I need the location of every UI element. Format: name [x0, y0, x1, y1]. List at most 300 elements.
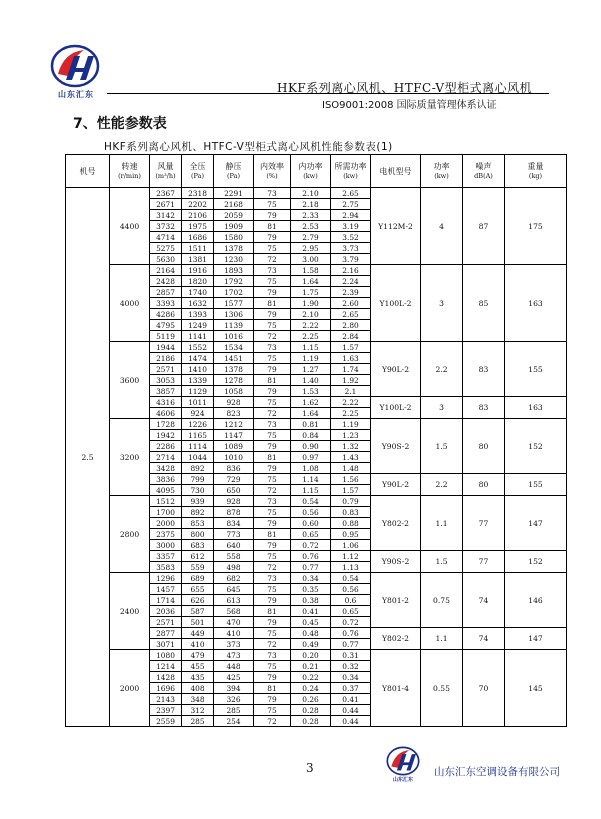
cell-flow: 2571: [150, 617, 182, 628]
cell-power: 0.55: [421, 650, 463, 727]
cell-efficiency: 79: [254, 309, 291, 320]
cell-static-pressure: 1378: [214, 364, 254, 375]
cell-power: 4: [421, 188, 463, 265]
cell-static-pressure: 1058: [214, 386, 254, 397]
footer-logo: [385, 746, 421, 776]
cell-efficiency: 75: [254, 507, 291, 518]
cell-efficiency: 72: [254, 485, 291, 496]
cell-required-power: 0.34: [331, 672, 371, 683]
cell-weight: 147: [505, 628, 567, 650]
cell-internal-power: 0.76: [291, 551, 331, 562]
cell-static-pressure: 568: [214, 606, 254, 617]
cell-required-power: 2.60: [331, 298, 371, 309]
cell-static-pressure: 285: [214, 705, 254, 716]
cell-noise: 80: [463, 419, 505, 474]
cell-required-power: 1.43: [331, 452, 371, 463]
cell-noise: 77: [463, 551, 505, 573]
cell-required-power: 2.65: [331, 188, 371, 199]
cell-total-pressure: 1552: [182, 342, 214, 353]
cell-flow: 2571: [150, 364, 182, 375]
cell-efficiency: 75: [254, 661, 291, 672]
cell-motor-model: Y90S-2: [371, 551, 421, 573]
cell-internal-power: 0.20: [291, 650, 331, 661]
cell-internal-power: 0.54: [291, 496, 331, 507]
cell-internal-power: 0.28: [291, 716, 331, 727]
cell-total-pressure: 435: [182, 672, 214, 683]
cell-efficiency: 79: [254, 617, 291, 628]
cell-total-pressure: 689: [182, 573, 214, 584]
cell-required-power: 0.88: [331, 518, 371, 529]
cell-efficiency: 79: [254, 364, 291, 375]
cell-internal-power: 0.49: [291, 639, 331, 650]
cell-total-pressure: 655: [182, 584, 214, 595]
cell-static-pressure: 834: [214, 518, 254, 529]
cell-flow: 3857: [150, 386, 182, 397]
cell-flow: 2559: [150, 716, 182, 727]
table-row: [66, 265, 567, 276]
cell-flow: 2877: [150, 628, 182, 639]
cell-efficiency: 81: [254, 221, 291, 232]
cell-efficiency: 79: [254, 287, 291, 298]
cell-required-power: 1.13: [331, 562, 371, 573]
cell-flow: 2428: [150, 276, 182, 287]
cell-static-pressure: 928: [214, 496, 254, 507]
cell-required-power: 3.52: [331, 232, 371, 243]
col-internal-power: 内功率 (kw): [291, 155, 331, 188]
cell-required-power: 1.32: [331, 441, 371, 452]
cell-total-pressure: 348: [182, 694, 214, 705]
cell-flow: 4795: [150, 320, 182, 331]
cell-internal-power: 1.27: [291, 364, 331, 375]
cell-total-pressure: 924: [182, 408, 214, 419]
cell-noise: 70: [463, 650, 505, 727]
cell-total-pressure: 2202: [182, 199, 214, 210]
cell-flow: 1696: [150, 683, 182, 694]
cell-flow: 2164: [150, 265, 182, 276]
cell-noise: 87: [463, 188, 505, 265]
cell-efficiency: 73: [254, 573, 291, 584]
cell-flow: 4316: [150, 397, 182, 408]
cell-static-pressure: 373: [214, 639, 254, 650]
cell-static-pressure: 1580: [214, 232, 254, 243]
cell-power: 1.5: [421, 551, 463, 573]
cell-required-power: 3.19: [331, 221, 371, 232]
cell-static-pressure: 558: [214, 551, 254, 562]
col-total-pressure: 全压 (Pa): [182, 155, 214, 188]
cell-total-pressure: 559: [182, 562, 214, 573]
cell-noise: 80: [463, 474, 505, 496]
cell-static-pressure: 682: [214, 573, 254, 584]
cell-efficiency: 75: [254, 199, 291, 210]
cell-power: 3: [421, 397, 463, 419]
cell-flow: 1296: [150, 573, 182, 584]
cell-required-power: 2.94: [331, 210, 371, 221]
cell-required-power: 1.92: [331, 375, 371, 386]
cell-static-pressure: 394: [214, 683, 254, 694]
cell-total-pressure: 410: [182, 639, 214, 650]
cell-static-pressure: 1278: [214, 375, 254, 386]
cell-total-pressure: 853: [182, 518, 214, 529]
cell-total-pressure: 612: [182, 551, 214, 562]
cell-flow: 3142: [150, 210, 182, 221]
cell-required-power: 2.1: [331, 386, 371, 397]
cell-required-power: 0.41: [331, 694, 371, 705]
cell-static-pressure: 773: [214, 529, 254, 540]
cell-efficiency: 79: [254, 210, 291, 221]
page-number: 3: [306, 761, 314, 775]
cell-required-power: 0.31: [331, 650, 371, 661]
cell-internal-power: 0.26: [291, 694, 331, 705]
cell-required-power: 2.75: [331, 199, 371, 210]
cell-static-pressure: 1792: [214, 276, 254, 287]
cell-required-power: 0.37: [331, 683, 371, 694]
cell-total-pressure: 501: [182, 617, 214, 628]
cell-internal-power: 0.48: [291, 628, 331, 639]
cell-efficiency: 81: [254, 375, 291, 386]
cell-flow: 2367: [150, 188, 182, 199]
cell-static-pressure: 1147: [214, 430, 254, 441]
cell-efficiency: 75: [254, 353, 291, 364]
cell-flow: 3071: [150, 639, 182, 650]
cell-static-pressure: 650: [214, 485, 254, 496]
cell-flow: 2036: [150, 606, 182, 617]
cell-internal-power: 1.14: [291, 474, 331, 485]
col-noise: 噪声 dB(A): [463, 155, 505, 188]
cell-total-pressure: 1129: [182, 386, 214, 397]
cell-total-pressure: 1632: [182, 298, 214, 309]
cell-total-pressure: 800: [182, 529, 214, 540]
cell-total-pressure: 730: [182, 485, 214, 496]
cell-required-power: 0.83: [331, 507, 371, 518]
cell-efficiency: 79: [254, 463, 291, 474]
cell-total-pressure: 1820: [182, 276, 214, 287]
cell-efficiency: 73: [254, 188, 291, 199]
cell-static-pressure: 1089: [214, 441, 254, 452]
cell-flow: 2857: [150, 287, 182, 298]
cell-internal-power: 2.22: [291, 320, 331, 331]
logo-text: 山东汇东: [58, 90, 94, 99]
cell-static-pressure: 1212: [214, 419, 254, 430]
cell-required-power: 0.54: [331, 573, 371, 584]
cell-static-pressure: 1010: [214, 452, 254, 463]
cell-internal-power: 1.40: [291, 375, 331, 386]
table-row: [66, 496, 567, 507]
section-title: 7、性能参数表: [73, 116, 167, 132]
cell-static-pressure: 448: [214, 661, 254, 672]
company-name: 山东汇东空调设备有限公司: [434, 766, 560, 778]
cell-total-pressure: 1511: [182, 243, 214, 254]
cell-power: 2.2: [421, 474, 463, 496]
cell-internal-power: 3.00: [291, 254, 331, 265]
cell-noise: 74: [463, 573, 505, 628]
cell-required-power: 1.48: [331, 463, 371, 474]
cell-internal-power: 1.90: [291, 298, 331, 309]
cell-internal-power: 0.90: [291, 441, 331, 452]
cell-total-pressure: 939: [182, 496, 214, 507]
col-flow: 风量 (m³/h): [150, 155, 182, 188]
cell-weight: 155: [505, 474, 567, 496]
cell-efficiency: 75: [254, 397, 291, 408]
cell-static-pressure: 473: [214, 650, 254, 661]
cell-internal-power: 1.64: [291, 408, 331, 419]
cell-static-pressure: 1534: [214, 342, 254, 353]
cell-required-power: 1.56: [331, 474, 371, 485]
cell-flow: 4095: [150, 485, 182, 496]
cell-flow: 1457: [150, 584, 182, 595]
cell-total-pressure: 1740: [182, 287, 214, 298]
cell-static-pressure: 1893: [214, 265, 254, 276]
cell-required-power: 2.16: [331, 265, 371, 276]
table-body: [66, 188, 567, 727]
cell-static-pressure: 425: [214, 672, 254, 683]
cell-total-pressure: 1410: [182, 364, 214, 375]
cell-required-power: 0.65: [331, 606, 371, 617]
cell-required-power: 0.72: [331, 617, 371, 628]
cell-required-power: 1.57: [331, 485, 371, 496]
cell-flow: 2143: [150, 694, 182, 705]
cell-noise: 85: [463, 265, 505, 342]
cell-total-pressure: 1339: [182, 375, 214, 386]
cell-required-power: 2.24: [331, 276, 371, 287]
cell-total-pressure: 1916: [182, 265, 214, 276]
cell-power: 3: [421, 265, 463, 342]
cell-required-power: 2.84: [331, 331, 371, 342]
cell-efficiency: 79: [254, 672, 291, 683]
cell-efficiency: 75: [254, 584, 291, 595]
cell-internal-power: 2.25: [291, 331, 331, 342]
cell-weight: 163: [505, 397, 567, 419]
cell-static-pressure: 1230: [214, 254, 254, 265]
cell-required-power: 0.79: [331, 496, 371, 507]
cell-flow: 3000: [150, 540, 182, 551]
cell-total-pressure: 2106: [182, 210, 214, 221]
cell-internal-power: 1.15: [291, 485, 331, 496]
cell-total-pressure: 626: [182, 595, 214, 606]
cell-efficiency: 75: [254, 430, 291, 441]
cell-internal-power: 1.53: [291, 386, 331, 397]
table-row: [66, 573, 567, 584]
header-title: HKF系列离心风机、HTFC-V型柜式离心风机: [277, 81, 533, 95]
cell-efficiency: 72: [254, 408, 291, 419]
cell-flow: 3053: [150, 375, 182, 386]
cell-internal-power: 1.08: [291, 463, 331, 474]
cell-efficiency: 72: [254, 716, 291, 727]
cell-power: 0.75: [421, 573, 463, 628]
cell-internal-power: 1.15: [291, 342, 331, 353]
cell-speed: 4000: [110, 265, 150, 342]
cell-efficiency: 72: [254, 562, 291, 573]
table-title: HKF系列离心风机、HTFC-V型柜式离心风机性能参数表(1): [104, 141, 393, 153]
cell-motor-model: Y801-2: [371, 573, 421, 628]
cell-weight: 152: [505, 551, 567, 573]
cell-internal-power: 2.33: [291, 210, 331, 221]
cell-total-pressure: 1226: [182, 419, 214, 430]
cell-efficiency: 75: [254, 243, 291, 254]
cell-flow: 1428: [150, 672, 182, 683]
cell-static-pressure: 1909: [214, 221, 254, 232]
cell-required-power: 1.19: [331, 419, 371, 430]
cell-total-pressure: 1141: [182, 331, 214, 342]
cell-noise: 77: [463, 496, 505, 551]
cell-internal-power: 0.34: [291, 573, 331, 584]
cell-machine-no: 2.5: [66, 188, 110, 727]
cell-required-power: 2.39: [331, 287, 371, 298]
cell-efficiency: 79: [254, 518, 291, 529]
cell-flow: 5630: [150, 254, 182, 265]
cell-efficiency: 75: [254, 551, 291, 562]
cell-total-pressure: 479: [182, 650, 214, 661]
cell-efficiency: 81: [254, 298, 291, 309]
cell-internal-power: 0.22: [291, 672, 331, 683]
cell-flow: 3357: [150, 551, 182, 562]
cell-speed: 2400: [110, 573, 150, 650]
cell-motor-model: Y802-2: [371, 496, 421, 551]
col-efficiency: 内效率 (%): [254, 155, 291, 188]
cell-flow: 5119: [150, 331, 182, 342]
cell-speed: 2000: [110, 650, 150, 727]
iso-certification: ISO9001:2008 国际质量管理体系认证: [322, 100, 497, 111]
cell-internal-power: 2.53: [291, 221, 331, 232]
cell-static-pressure: 254: [214, 716, 254, 727]
cell-required-power: 0.56: [331, 584, 371, 595]
cell-internal-power: 1.64: [291, 276, 331, 287]
cell-motor-model: Y90L-2: [371, 342, 421, 397]
cell-total-pressure: 1249: [182, 320, 214, 331]
cell-weight: 152: [505, 419, 567, 474]
cell-internal-power: 0.56: [291, 507, 331, 518]
cell-flow: 3428: [150, 463, 182, 474]
cell-required-power: 3.73: [331, 243, 371, 254]
cell-required-power: 1.12: [331, 551, 371, 562]
cell-efficiency: 81: [254, 683, 291, 694]
cell-required-power: 1.57: [331, 342, 371, 353]
cell-efficiency: 73: [254, 650, 291, 661]
cell-weight: 146: [505, 573, 567, 628]
cell-total-pressure: 449: [182, 628, 214, 639]
cell-efficiency: 81: [254, 452, 291, 463]
cell-total-pressure: 408: [182, 683, 214, 694]
cell-noise: 83: [463, 342, 505, 397]
cell-required-power: 1.23: [331, 430, 371, 441]
cell-total-pressure: 1381: [182, 254, 214, 265]
cell-speed: 3600: [110, 342, 150, 419]
company-logo: [50, 44, 100, 88]
cell-static-pressure: 1306: [214, 309, 254, 320]
cell-internal-power: 1.19: [291, 353, 331, 364]
cell-flow: 2375: [150, 529, 182, 540]
cell-flow: 5275: [150, 243, 182, 254]
cell-internal-power: 2.18: [291, 199, 331, 210]
cell-weight: 155: [505, 342, 567, 397]
cell-static-pressure: 410: [214, 628, 254, 639]
cell-flow: 2286: [150, 441, 182, 452]
cell-efficiency: 75: [254, 705, 291, 716]
cell-static-pressure: 1577: [214, 298, 254, 309]
col-power: 功率 (kw): [421, 155, 463, 188]
table-row: [66, 419, 567, 430]
cell-flow: 3583: [150, 562, 182, 573]
cell-power: 2.2: [421, 342, 463, 397]
cell-required-power: 1.74: [331, 364, 371, 375]
cell-flow: 2397: [150, 705, 182, 716]
cell-motor-model: Y90S-2: [371, 419, 421, 474]
cell-power: 1.5: [421, 419, 463, 474]
cell-internal-power: 0.21: [291, 661, 331, 672]
cell-required-power: 2.22: [331, 397, 371, 408]
cell-internal-power: 0.28: [291, 705, 331, 716]
cell-internal-power: 0.24: [291, 683, 331, 694]
cell-static-pressure: 470: [214, 617, 254, 628]
col-required-power: 所需功率 (kw): [331, 155, 371, 188]
cell-required-power: 0.32: [331, 661, 371, 672]
cell-static-pressure: 1702: [214, 287, 254, 298]
table-row: [66, 342, 567, 353]
table-header-row: [66, 155, 567, 188]
cell-efficiency: 79: [254, 386, 291, 397]
cell-total-pressure: 1044: [182, 452, 214, 463]
cell-efficiency: 79: [254, 540, 291, 551]
cell-power: 1.1: [421, 628, 463, 650]
cell-total-pressure: 892: [182, 463, 214, 474]
cell-flow: 3732: [150, 221, 182, 232]
cell-efficiency: 75: [254, 474, 291, 485]
cell-motor-model: Y112M-2: [371, 188, 421, 265]
cell-efficiency: 73: [254, 496, 291, 507]
cell-flow: 2186: [150, 353, 182, 364]
cell-static-pressure: 498: [214, 562, 254, 573]
cell-power: 1.1: [421, 496, 463, 551]
cell-noise: 83: [463, 397, 505, 419]
cell-static-pressure: 1016: [214, 331, 254, 342]
cell-motor-model: Y90L-2: [371, 474, 421, 496]
cell-flow: 1080: [150, 650, 182, 661]
cell-motor-model: Y100L-2: [371, 397, 421, 419]
table-row: [66, 188, 567, 199]
cell-efficiency: 73: [254, 419, 291, 430]
cell-internal-power: 1.58: [291, 265, 331, 276]
cell-speed: 2800: [110, 496, 150, 573]
cell-internal-power: 1.62: [291, 397, 331, 408]
cell-static-pressure: 878: [214, 507, 254, 518]
cell-internal-power: 0.45: [291, 617, 331, 628]
cell-flow: 1728: [150, 419, 182, 430]
table-row: [66, 650, 567, 661]
cell-internal-power: 0.97: [291, 452, 331, 463]
cell-required-power: 0.76: [331, 628, 371, 639]
cell-flow: 1944: [150, 342, 182, 353]
cell-internal-power: 0.77: [291, 562, 331, 573]
cell-static-pressure: 326: [214, 694, 254, 705]
cell-static-pressure: 640: [214, 540, 254, 551]
cell-internal-power: 0.72: [291, 540, 331, 551]
cell-efficiency: 72: [254, 639, 291, 650]
cell-internal-power: 0.35: [291, 584, 331, 595]
cell-flow: 3836: [150, 474, 182, 485]
cell-static-pressure: 2291: [214, 188, 254, 199]
cell-required-power: 2.80: [331, 320, 371, 331]
cell-flow: 1512: [150, 496, 182, 507]
cell-motor-model: Y801-4: [371, 650, 421, 727]
cell-flow: 1714: [150, 595, 182, 606]
cell-flow: 4286: [150, 309, 182, 320]
cell-efficiency: 72: [254, 254, 291, 265]
cell-speed: 3200: [110, 419, 150, 496]
cell-required-power: 2.65: [331, 309, 371, 320]
cell-total-pressure: 1393: [182, 309, 214, 320]
cell-flow: 3393: [150, 298, 182, 309]
cell-static-pressure: 1378: [214, 243, 254, 254]
cell-required-power: 1.63: [331, 353, 371, 364]
